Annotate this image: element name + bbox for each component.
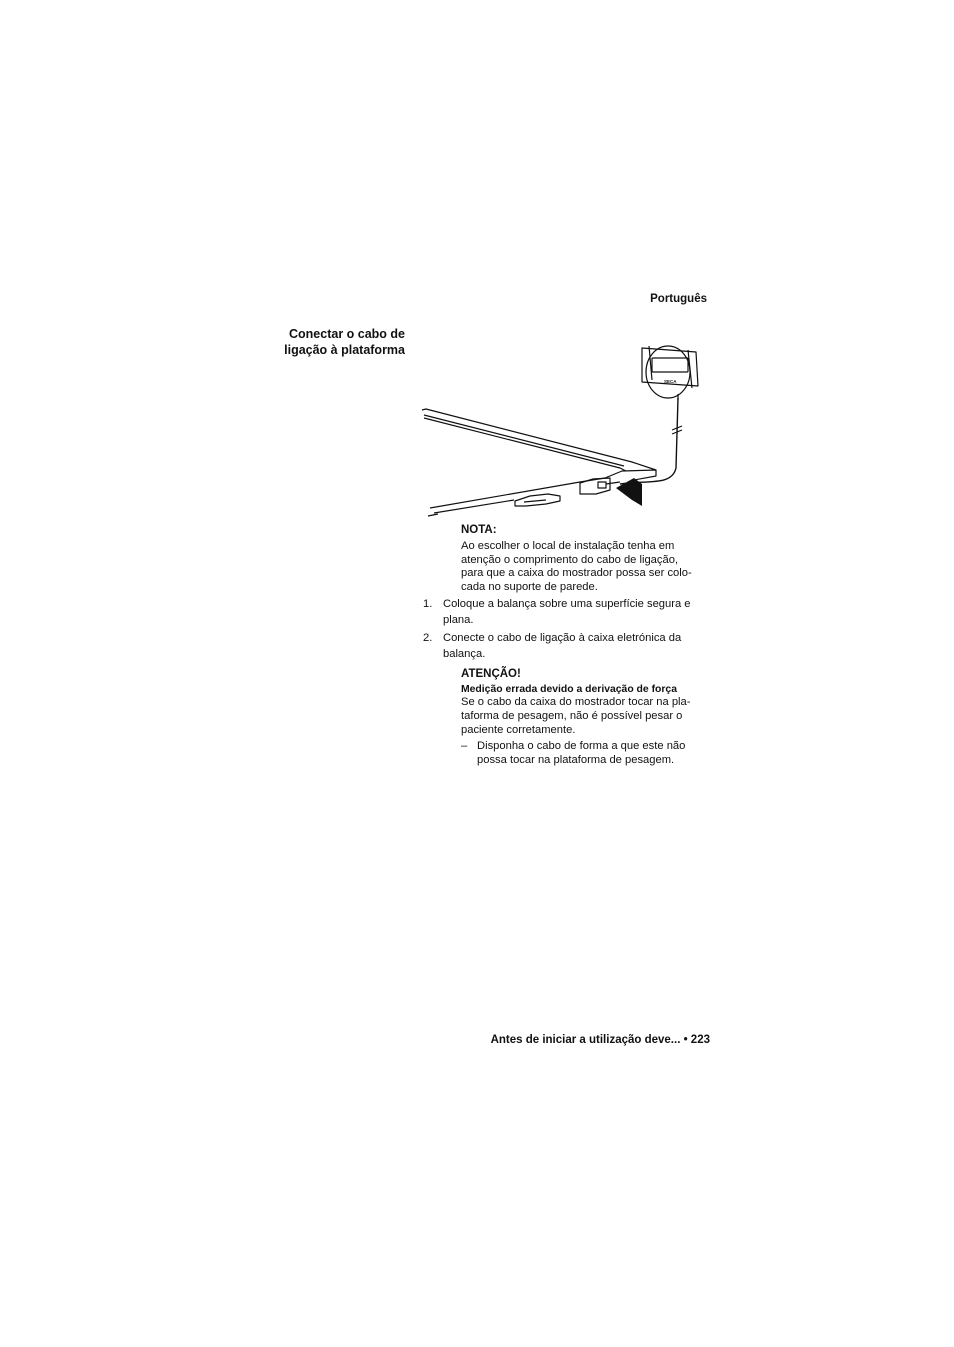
bullet-line: possa tocar na plataforma de pesagem.	[477, 753, 675, 766]
section-title-line-2: ligação à plataforma	[284, 343, 405, 357]
step-text-line: Conecte o cabo de ligação à caixa eletrónica da	[443, 632, 682, 644]
warning-subtitle: Medição errada devido a derivação de força	[461, 684, 677, 695]
display-window	[652, 358, 688, 372]
note-line: cada no suporte de parede.	[461, 580, 598, 593]
platform-cable-illustration	[420, 338, 710, 528]
warning-title: ATENÇÃO!	[461, 668, 521, 680]
page-footer: Antes de iniciar a utilização deve... • 223	[490, 1034, 710, 1046]
note-title: NOTA:	[461, 524, 497, 536]
warning-line: Se o cabo da caixa do mostrador tocar na pla-	[461, 696, 691, 708]
platform-handle	[515, 494, 560, 506]
warning-line: paciente corretamente.	[461, 723, 576, 736]
note-line: para que a caixa do mostrador possa ser colo-	[461, 567, 692, 580]
step-number: 1.	[423, 598, 433, 610]
step-text-line: Coloque a balança sobre uma superfície segura e	[443, 598, 691, 610]
note-line: atenção o comprimento do cabo de ligação,	[461, 553, 679, 566]
note-text	[461, 540, 711, 594]
bullet-dash: –	[461, 740, 468, 752]
warning-line: taforma de pesagem, não é possível pesar o	[461, 709, 683, 722]
display-brand-label: SECA	[664, 379, 677, 384]
bullet-line: Disponha o cabo de forma a que este não	[477, 740, 686, 752]
step-1	[423, 597, 713, 628]
language-label: Português	[650, 293, 707, 305]
warning-bullet	[461, 740, 711, 768]
step-text-line: plana.	[443, 613, 474, 626]
section-title	[250, 326, 405, 358]
warning-text	[461, 696, 711, 737]
step-2	[423, 631, 713, 662]
section-title-line-1: Conectar o cabo de	[289, 327, 405, 341]
step-number: 2.	[423, 632, 433, 644]
note-line: Ao escolher o local de instalação tenha em	[461, 540, 675, 552]
step-text-line: balança.	[443, 647, 486, 660]
platform-top-edge	[422, 409, 656, 470]
